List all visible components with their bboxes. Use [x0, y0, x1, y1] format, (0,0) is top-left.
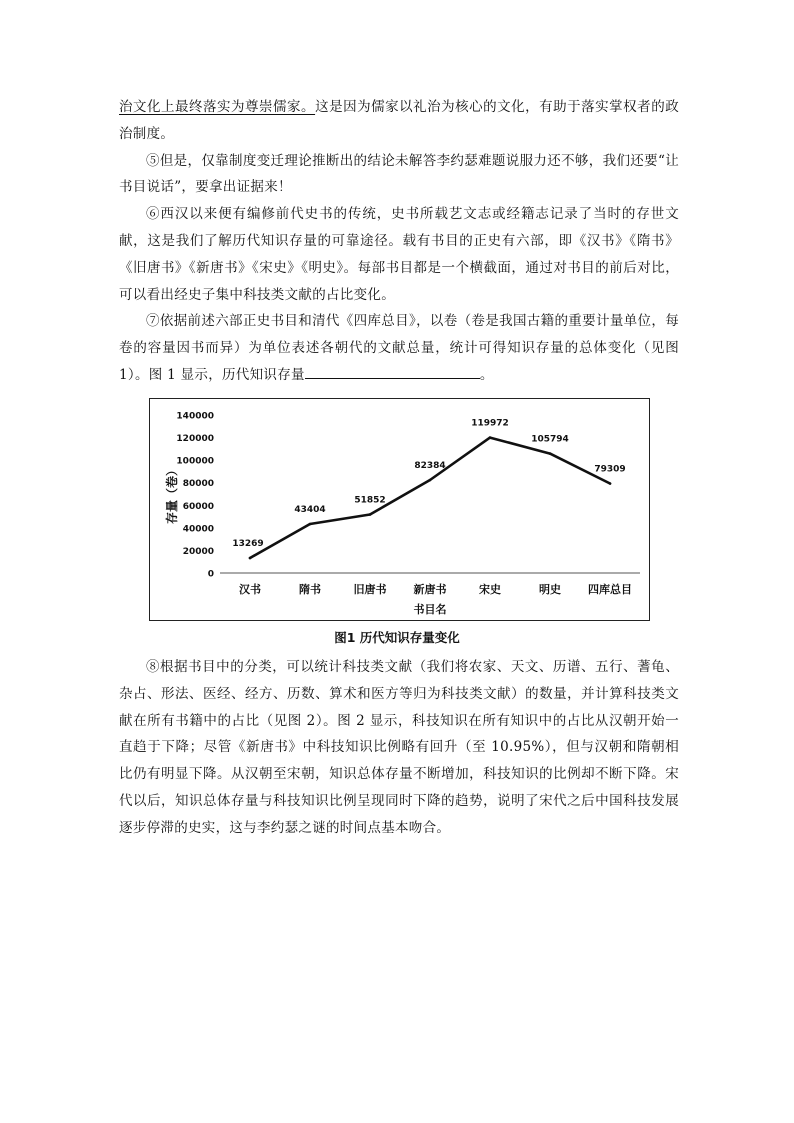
y-tick-label: 40000 [182, 524, 214, 535]
y-tick-label: 0 [207, 569, 214, 580]
x-axis-title: 书目名 [413, 603, 447, 616]
x-tick-label: 新唐书 [413, 583, 447, 596]
y-axis-title: 存量（卷） [165, 463, 179, 525]
x-tick-label: 宋史 [479, 583, 501, 596]
data-point [429, 479, 432, 482]
data-point [609, 482, 612, 485]
series-line [250, 438, 610, 558]
answer-blank[interactable] [305, 363, 480, 379]
y-tick-label: 100000 [176, 456, 214, 467]
data-point [249, 557, 252, 560]
x-tick-label: 四库总目 [588, 583, 632, 596]
data-label: 105794 [531, 434, 569, 445]
y-tick-label: 140000 [176, 411, 214, 422]
paragraph-continuation-rest: 这是因为儒家以礼治为核心的文化，有助于落实掌权者的政治制度。 [119, 99, 679, 142]
y-tick-label: 20000 [182, 546, 214, 557]
data-label: 43404 [294, 505, 326, 516]
paragraph-5: ⑤但是，仅靠制度变迁理论推断出的结论未解答李约瑟难题说服力还不够，我们还要“让书目说话”，要拿出证据来！ [119, 152, 679, 196]
figure-caption: 图1 历代知识存量变化 [334, 630, 460, 645]
chart-frame [149, 398, 650, 621]
data-label: 119972 [471, 418, 509, 429]
data-point [549, 452, 552, 455]
data-point [489, 436, 492, 439]
data-point [309, 523, 312, 526]
data-label: 13269 [232, 539, 264, 550]
data-label: 51852 [354, 495, 386, 506]
body-text-bottom [119, 654, 679, 842]
paragraph-8: ⑧根据书目中的分类，可以统计科技类文献（我们将农家、天文、历谱、五行、蓍龟、杂占、形法、医经、经方、历数、算术和医方等归为科技类文献）的数量，并计算科技类文献在所有书籍中的占比（见图 2）。图 2 显示，科技知识在所有知识中的占比从汉朝开始一直趋于下降；尽管《新唐书》中科技知识比例略有回升（至 10.95%），但与汉朝和隋朝相比仍有明显下降。从汉朝至宋朝，知识总体存量不断增加，科技知识的比例却不断下降。宋代以后，知识总体存量与科技知识比例呈现同时下降的趋势，说明了宋代之后中国科技发展逐步停滞的史实，这与李约瑟之谜的时间点基本吻合。 [119, 659, 679, 836]
body-text-top [119, 94, 679, 389]
data-label: 79309 [594, 464, 626, 475]
x-tick-label: 明史 [539, 583, 561, 596]
y-tick-label: 80000 [182, 479, 214, 490]
x-tick-label: 隋书 [299, 583, 321, 596]
x-tick-label: 汉书 [239, 583, 261, 596]
underlined-sentence: 治文化上最终落实为尊崇儒家。 [119, 99, 316, 115]
paragraph-6: ⑥西汉以来便有编修前代史书的传统，史书所载艺文志或经籍志记录了当时的存世文献，这是我们了解历代知识存量的可靠途径。载有书目的正史有六部，即《汉书》《隋书》《旧唐书》《新唐书》《宋史》《明史》。每部书目都是一个横截面，通过对书目的前后对比，可以看出经史子集中科技类文献的占比变化。 [119, 206, 679, 303]
data-point [369, 513, 372, 516]
data-label: 82384 [414, 461, 446, 472]
paragraph-continuation [119, 94, 679, 148]
y-tick-label: 60000 [182, 501, 214, 512]
knowledge-stock-line-chart [150, 399, 648, 619]
x-tick-label: 旧唐书 [353, 583, 387, 596]
paragraph-7-text: ⑦依据前述六部正史书目和清代《四库总目》，以卷（卷是我国古籍的重要计量单位，每卷的容量因书而异）为单位表述各朝代的文献总量，统计可得知识存量的总体变化（见图 1）。图 1 显示，历代知识存量 [119, 313, 679, 383]
y-tick-label: 120000 [176, 434, 214, 445]
paragraph-7: ⑦依据前述六部正史书目和清代《四库总目》，以卷（卷是我国古籍的重要计量单位，每卷的容量因书而异）为单位表述各朝代的文献总量，统计可得知识存量的总体变化（见图 1）。图 1 显示，历代知识存量 。 [119, 313, 679, 383]
